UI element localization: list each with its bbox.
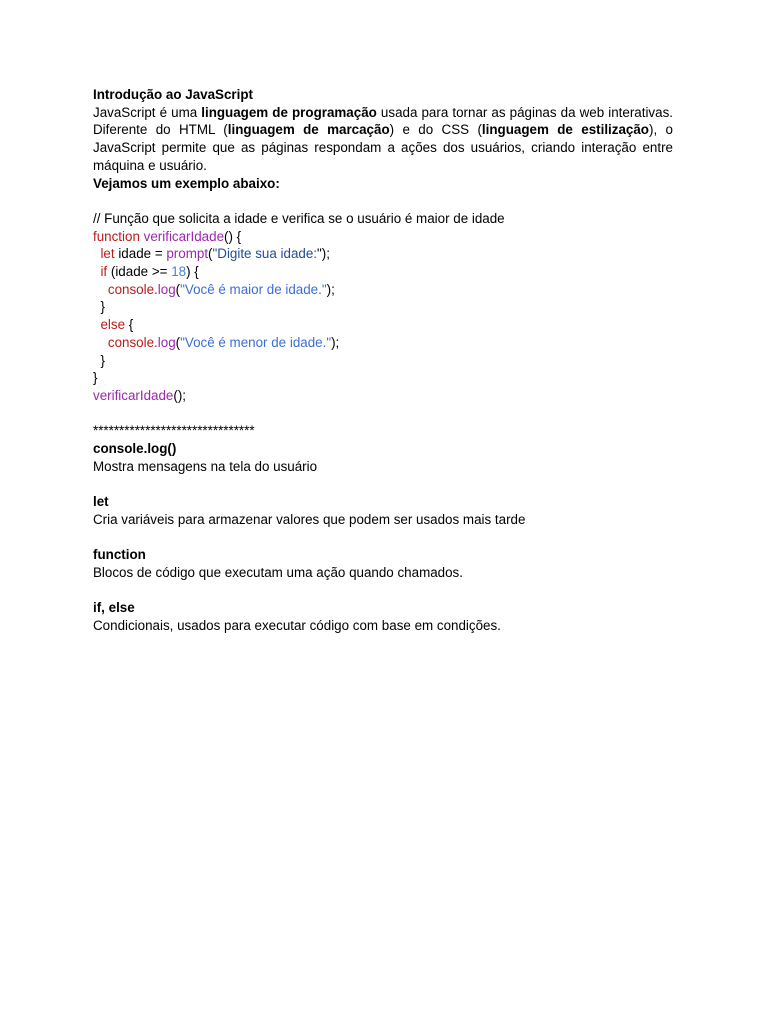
code-line-7 [93, 334, 673, 352]
code-keyword: if [100, 264, 108, 280]
code-keyword: else [100, 317, 126, 333]
intro-text-2: usada para tornar as páginas da web interativas. Diferente do HTML ( [93, 104, 673, 138]
code-punct: ) { [186, 264, 199, 280]
code-punct: { [125, 317, 134, 333]
separator: ******************************* [93, 423, 255, 439]
code-string: "Você é maior de idade." [180, 281, 327, 297]
code-object: console [107, 334, 155, 350]
code-number: 18 [171, 264, 187, 280]
glossary-desc: Mostra mensagens na tela do usuário [93, 458, 318, 474]
intro-paragraph [93, 104, 673, 175]
code-object: console [107, 281, 155, 297]
code-line-9 [93, 369, 673, 387]
code-string: "Você é menor de idade." [180, 334, 332, 350]
code-call-line [93, 387, 673, 405]
intro-bold-3: linguagem de estilização [481, 122, 649, 138]
code-line-6 [93, 316, 673, 334]
code-line-8 [93, 352, 673, 370]
example-heading: Vejamos um exemplo abaixo: [93, 175, 280, 191]
code-method: log [157, 281, 176, 297]
blank-line [93, 192, 673, 210]
glossary-term: function [93, 547, 146, 563]
blank-line [93, 582, 673, 600]
code-punct: } [93, 370, 98, 386]
code-punct: . [154, 281, 158, 297]
code-comment: // Função que solicita a idade e verifica se o usuário é maior de idade [93, 210, 505, 226]
code-punct: } [100, 352, 105, 368]
document-page [93, 86, 673, 635]
code-function-name: prompt [166, 246, 209, 262]
code-string: "Digite sua idade: [212, 246, 318, 262]
code-punct: ( [175, 281, 181, 297]
intro-text-1: JavaScript é uma [93, 104, 202, 120]
blank-line [93, 405, 673, 423]
code-punct: () { [224, 228, 242, 244]
document-title: Introdução ao JavaScript [93, 87, 253, 102]
glossary-term: let [93, 494, 109, 510]
code-function-name: verificarIdade [93, 387, 174, 403]
code-keyword: let [100, 246, 115, 262]
code-punct: "); [317, 246, 330, 262]
code-line-3 [93, 263, 673, 281]
code-punct: } [100, 299, 105, 315]
code-function-name: verificarIdade [143, 228, 225, 244]
intro-text-4: ), o JavaScript permite que as páginas respondam a ações dos usuários, criando interação entre máquina e usuário. [93, 122, 673, 173]
glossary [93, 440, 673, 635]
code-line-5 [93, 298, 673, 316]
code-punct: (); [173, 387, 187, 403]
code-block [93, 210, 673, 405]
code-punct: . [154, 334, 158, 350]
code-text: idade = [114, 246, 167, 262]
code-line-4 [93, 281, 673, 299]
code-line-1 [93, 228, 673, 246]
code-punct: ); [331, 334, 340, 350]
code-method: log [157, 334, 176, 350]
intro-bold-1: linguagem de programação [201, 104, 377, 120]
code-text: (idade >= [107, 264, 172, 280]
blank-line [93, 529, 673, 547]
code-line-2 [93, 245, 673, 263]
glossary-term: console.log() [93, 441, 177, 457]
blank-line [93, 475, 673, 493]
code-punct: ( [175, 334, 181, 350]
glossary-desc: Blocos de código que executam uma ação quando chamados. [93, 564, 463, 580]
code-punct: ( [208, 246, 213, 262]
glossary-desc: Cria variáveis para armazenar valores que podem ser usados mais tarde [93, 511, 526, 527]
intro-bold-2: linguagem de marcação [227, 122, 390, 138]
glossary-term: if, else [93, 600, 135, 616]
code-punct: ); [326, 281, 335, 297]
glossary-desc: Condicionais, usados para executar código com base em condições. [93, 618, 501, 634]
intro-text-3: ) e do CSS ( [389, 122, 482, 138]
code-keyword: function [93, 228, 140, 244]
